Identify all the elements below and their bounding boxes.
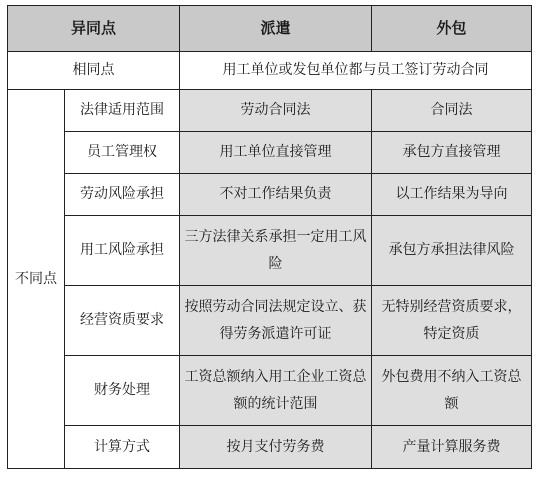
- outsource-cell: 产量计算服务费: [372, 426, 532, 469]
- table-row: [8, 286, 532, 356]
- dispatch-cell: 按月支付劳务费: [180, 426, 372, 469]
- aspect-cell: 经营资质要求: [65, 286, 180, 356]
- table-row: [8, 132, 532, 174]
- header-comparison: 异同点: [8, 6, 180, 52]
- aspect-cell: 劳动风险承担: [65, 174, 180, 216]
- table-row: [8, 90, 532, 132]
- header-row: [8, 6, 532, 52]
- dispatch-cell: 三方法律关系承担一定用工风险: [180, 216, 372, 286]
- aspect-cell: 用工风险承担: [65, 216, 180, 286]
- table-row: [8, 216, 532, 286]
- same-row: [8, 52, 532, 90]
- outsource-cell: 合同法: [372, 90, 532, 132]
- diff-label: 不同点: [8, 90, 65, 469]
- dispatch-cell: 劳动合同法: [180, 90, 372, 132]
- same-value: 用工单位或发包单位都与员工签订劳动合同: [180, 52, 532, 90]
- outsource-cell: 承包方承担法律风险: [372, 216, 532, 286]
- outsource-cell: 以工作结果为导向: [372, 174, 532, 216]
- table-row: [8, 356, 532, 426]
- aspect-cell: 法律适用范围: [65, 90, 180, 132]
- dispatch-cell: 按照劳动合同法规定设立、获得劳务派遣许可证: [180, 286, 372, 356]
- outsource-cell: 承包方直接管理: [372, 132, 532, 174]
- dispatch-cell: 不对工作结果负责: [180, 174, 372, 216]
- aspect-cell: 计算方式: [65, 426, 180, 469]
- table-row: [8, 426, 532, 469]
- outsource-cell: 无特别经营资质要求，特定资质: [372, 286, 532, 356]
- comparison-table-container: [7, 5, 532, 469]
- aspect-cell: 员工管理权: [65, 132, 180, 174]
- header-dispatch: 派遣: [180, 6, 372, 52]
- table-row: [8, 174, 532, 216]
- outsource-cell: 外包费用不纳入工资总额: [372, 356, 532, 426]
- aspect-cell: 财务处理: [65, 356, 180, 426]
- dispatch-cell: 用工单位直接管理: [180, 132, 372, 174]
- header-outsourcing: 外包: [372, 6, 532, 52]
- dispatch-cell: 工资总额纳入用工企业工资总额的统计范围: [180, 356, 372, 426]
- same-label: 相同点: [8, 52, 180, 90]
- dispatch-vs-outsourcing-table: [7, 5, 532, 469]
